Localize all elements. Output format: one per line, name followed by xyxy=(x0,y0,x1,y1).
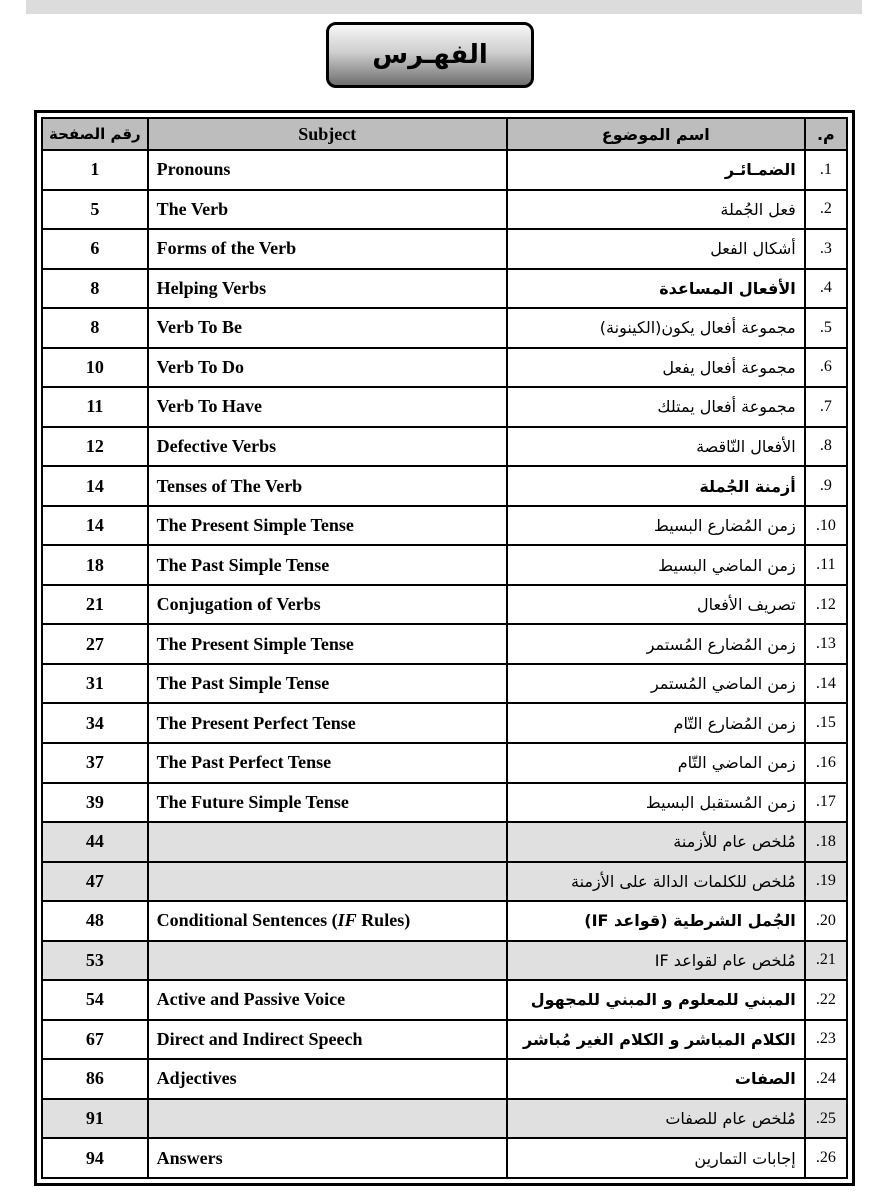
row-topic-name: الصفات xyxy=(507,1059,805,1099)
row-index: .14 xyxy=(805,664,847,704)
row-topic-name: مُلخص عام للأزمنة xyxy=(507,822,805,862)
table-row xyxy=(42,1138,847,1178)
row-page-number: 8 xyxy=(42,308,148,348)
row-index: .19 xyxy=(805,862,847,902)
row-subject xyxy=(148,1099,507,1139)
table-row xyxy=(42,150,847,190)
row-index: .18 xyxy=(805,822,847,862)
row-subject: The Past Simple Tense xyxy=(148,664,507,704)
row-page-number: 8 xyxy=(42,269,148,309)
row-topic-name: زمن الماضي البسيط xyxy=(507,545,805,585)
row-page-number: 37 xyxy=(42,743,148,783)
if-emphasis: IF xyxy=(337,910,357,931)
row-page-number: 91 xyxy=(42,1099,148,1139)
row-topic-name: زمن الماضي المُستمر xyxy=(507,664,805,704)
table-row xyxy=(42,783,847,823)
row-subject xyxy=(148,941,507,981)
table-row xyxy=(42,545,847,585)
row-index: .1 xyxy=(805,150,847,190)
row-page-number: 21 xyxy=(42,585,148,625)
row-page-number: 5 xyxy=(42,190,148,230)
row-index: .6 xyxy=(805,348,847,388)
row-topic-name: الأفعال النّاقصة xyxy=(507,427,805,467)
row-index: .24 xyxy=(805,1059,847,1099)
row-page-number: 12 xyxy=(42,427,148,467)
index-title-box xyxy=(326,22,534,88)
row-subject: Tenses of The Verb xyxy=(148,466,507,506)
row-topic-name: زمن المُضارع البسيط xyxy=(507,506,805,546)
header-row xyxy=(42,118,847,150)
row-subject: Active and Passive Voice xyxy=(148,980,507,1020)
row-subject: Verb To Be xyxy=(148,308,507,348)
row-topic-name: مُلخص عام للصفات xyxy=(507,1099,805,1139)
row-topic-name: الأفعال المساعدة xyxy=(507,269,805,309)
table-row xyxy=(42,466,847,506)
table-row xyxy=(42,901,847,941)
row-index: .4 xyxy=(805,269,847,309)
row-topic-name: زمن الماضي التّام xyxy=(507,743,805,783)
row-index: .11 xyxy=(805,545,847,585)
table-of-contents-frame xyxy=(34,110,855,1186)
row-index: .7 xyxy=(805,387,847,427)
table-row xyxy=(42,427,847,467)
table-row xyxy=(42,585,847,625)
table-row xyxy=(42,229,847,269)
row-index: .22 xyxy=(805,980,847,1020)
row-subject xyxy=(148,822,507,862)
row-topic-name: مُلخص عام لقواعد IF xyxy=(507,941,805,981)
row-subject: Conditional Sentences (IF Rules) xyxy=(148,901,507,941)
row-topic-name: مجموعة أفعال يفعل xyxy=(507,348,805,388)
row-page-number: 44 xyxy=(42,822,148,862)
row-topic-name: أشكال الفعل xyxy=(507,229,805,269)
row-index: .26 xyxy=(805,1138,847,1178)
row-index: .23 xyxy=(805,1020,847,1060)
table-of-contents xyxy=(41,117,848,1179)
row-topic-name: الضمـائـر xyxy=(507,150,805,190)
table-row xyxy=(42,743,847,783)
row-page-number: 48 xyxy=(42,901,148,941)
row-subject: The Future Simple Tense xyxy=(148,783,507,823)
row-index: .20 xyxy=(805,901,847,941)
table-row xyxy=(42,980,847,1020)
table-row xyxy=(42,1059,847,1099)
table-row xyxy=(42,348,847,388)
row-subject: The Present Simple Tense xyxy=(148,506,507,546)
row-topic-name: زمن المُضارع المُستمر xyxy=(507,624,805,664)
row-index: .25 xyxy=(805,1099,847,1139)
row-page-number: 18 xyxy=(42,545,148,585)
row-subject: The Present Simple Tense xyxy=(148,624,507,664)
row-topic-name: فعل الجُملة xyxy=(507,190,805,230)
row-page-number: 27 xyxy=(42,624,148,664)
table-row xyxy=(42,941,847,981)
row-index: .2 xyxy=(805,190,847,230)
row-topic-name: أزمنة الجُملة xyxy=(507,466,805,506)
row-subject xyxy=(148,862,507,902)
row-index: .9 xyxy=(805,466,847,506)
row-page-number: 47 xyxy=(42,862,148,902)
row-index: .8 xyxy=(805,427,847,467)
row-subject: Defective Verbs xyxy=(148,427,507,467)
row-subject: The Present Perfect Tense xyxy=(148,703,507,743)
row-subject: Conjugation of Verbs xyxy=(148,585,507,625)
header-topic-name: اسم الموضوع xyxy=(507,118,805,150)
row-page-number: 1 xyxy=(42,150,148,190)
row-index: .16 xyxy=(805,743,847,783)
header-index: م. xyxy=(805,118,847,150)
table-row xyxy=(42,387,847,427)
row-page-number: 6 xyxy=(42,229,148,269)
row-index: .3 xyxy=(805,229,847,269)
row-page-number: 53 xyxy=(42,941,148,981)
row-topic-name: مُلخص للكلمات الدالة على الأزمنة xyxy=(507,862,805,902)
row-topic-name: الجُمل الشرطية (قواعد IF) xyxy=(507,901,805,941)
row-page-number: 11 xyxy=(42,387,148,427)
row-subject: The Verb xyxy=(148,190,507,230)
row-topic-name: الكلام المباشر و الكلام الغير مُباشر xyxy=(507,1020,805,1060)
row-page-number: 31 xyxy=(42,664,148,704)
row-page-number: 14 xyxy=(42,506,148,546)
header-subject: Subject xyxy=(148,118,507,150)
row-subject: The Past Perfect Tense xyxy=(148,743,507,783)
table-row xyxy=(42,664,847,704)
row-topic-name: مجموعة أفعال يكون(الكينونة) xyxy=(507,308,805,348)
table-row xyxy=(42,1099,847,1139)
row-index: .12 xyxy=(805,585,847,625)
row-page-number: 34 xyxy=(42,703,148,743)
table-row xyxy=(42,822,847,862)
table-row xyxy=(42,190,847,230)
row-page-number: 67 xyxy=(42,1020,148,1060)
row-subject: Verb To Do xyxy=(148,348,507,388)
table-row xyxy=(42,624,847,664)
row-index: .13 xyxy=(805,624,847,664)
row-topic-name: زمن المُضارع التّام xyxy=(507,703,805,743)
row-subject: Answers xyxy=(148,1138,507,1178)
row-subject: Verb To Have xyxy=(148,387,507,427)
row-page-number: 94 xyxy=(42,1138,148,1178)
page-title: الفهـرس xyxy=(372,40,488,70)
row-topic-name: مجموعة أفعال يمتلك xyxy=(507,387,805,427)
table-row xyxy=(42,506,847,546)
table-row xyxy=(42,269,847,309)
table-row xyxy=(42,1020,847,1060)
row-page-number: 14 xyxy=(42,466,148,506)
row-index: .10 xyxy=(805,506,847,546)
row-index: .5 xyxy=(805,308,847,348)
row-page-number: 10 xyxy=(42,348,148,388)
table-row xyxy=(42,308,847,348)
row-index: .17 xyxy=(805,783,847,823)
row-index: .15 xyxy=(805,703,847,743)
row-page-number: 86 xyxy=(42,1059,148,1099)
top-margin-bar xyxy=(26,0,862,14)
row-subject: Helping Verbs xyxy=(148,269,507,309)
row-page-number: 54 xyxy=(42,980,148,1020)
row-topic-name: إجابات التمارين xyxy=(507,1138,805,1178)
table-row xyxy=(42,862,847,902)
row-index: .21 xyxy=(805,941,847,981)
header-page-number: رقم الصفحة xyxy=(42,118,148,150)
row-subject: Pronouns xyxy=(148,150,507,190)
row-page-number: 39 xyxy=(42,783,148,823)
row-subject: Forms of the Verb xyxy=(148,229,507,269)
row-subject: Direct and Indirect Speech xyxy=(148,1020,507,1060)
row-topic-name: المبني للمعلوم و المبني للمجهول xyxy=(507,980,805,1020)
row-subject: The Past Simple Tense xyxy=(148,545,507,585)
row-topic-name: تصريف الأفعال xyxy=(507,585,805,625)
table-row xyxy=(42,703,847,743)
row-subject: Adjectives xyxy=(148,1059,507,1099)
row-topic-name: زمن المُستقبل البسيط xyxy=(507,783,805,823)
